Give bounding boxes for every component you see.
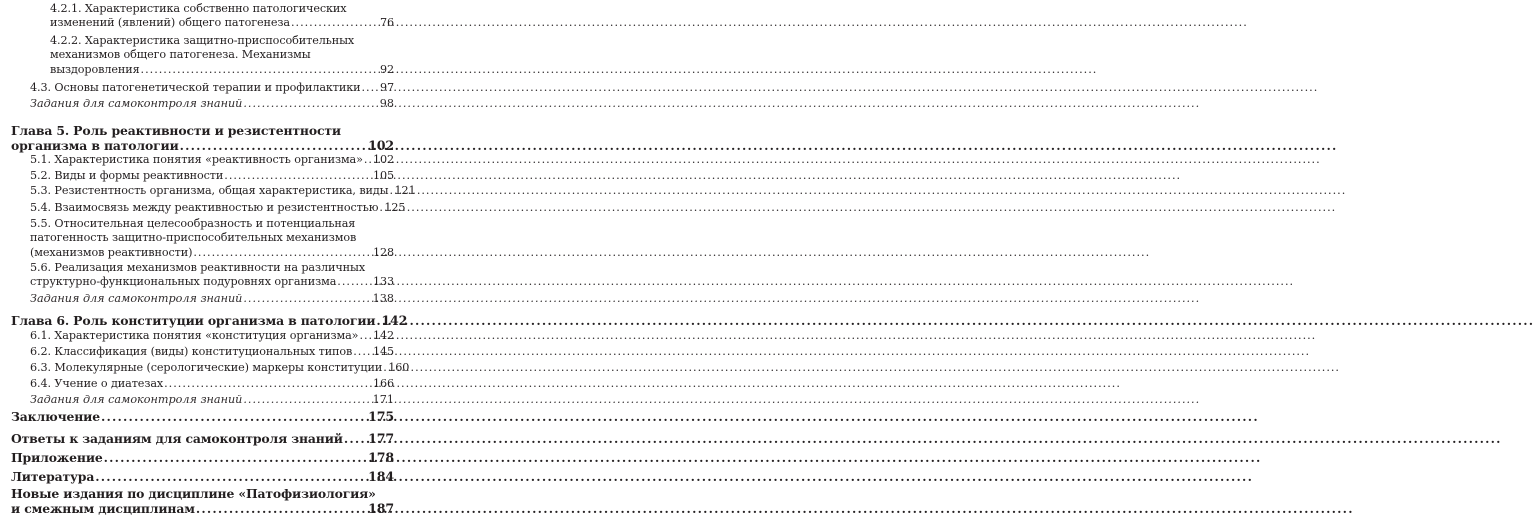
toc-entry-title-line: 5.5. Относительная целесообразность и потенциальная <box>30 217 356 230</box>
toc-entry-title <box>11 450 394 465</box>
toc-page-number: 138 <box>372 292 394 305</box>
toc-entry-title-line: структурно-функциональных подуровнях организма <box>30 275 337 289</box>
toc-entry-title <box>11 409 394 424</box>
toc-self-check-entry <box>30 292 394 306</box>
toc-entry-title-line: Задания для самоконтроля знаний <box>30 393 243 406</box>
toc-page-number: 125 <box>384 201 406 214</box>
toc-section-entry <box>30 81 394 95</box>
toc-page-number: 187 <box>368 501 394 516</box>
toc-entry-title <box>30 377 394 391</box>
toc-entry-title-line: Литература <box>11 469 95 484</box>
toc-entry-title-line: изменений (явлений) общего патогенеза <box>50 16 290 30</box>
toc-section-entry <box>30 201 406 215</box>
toc-dot-leader <box>196 501 367 516</box>
toc-entry-title-line: 4.3. Основы патогенетической терапии и профилактики <box>30 81 361 94</box>
toc-entry-title-line: 6.3. Молекулярные (серологические) маркеры конституции <box>30 361 383 374</box>
toc-page-number: 128 <box>372 245 394 259</box>
toc-dot-leader <box>180 138 368 153</box>
toc-entry-title <box>30 153 394 167</box>
toc-entry-title-line: 5.6. Реализация механизмов реактивности на различных <box>30 261 366 274</box>
toc-entry-title-line: Заключение <box>11 409 100 424</box>
toc-page-number: 97 <box>379 81 394 94</box>
toc-section-entry <box>30 345 394 359</box>
toc-entry-title <box>30 169 394 183</box>
toc-page-number: 175 <box>368 409 394 424</box>
toc-dot-leader <box>243 393 371 407</box>
toc-section-entry <box>30 153 394 167</box>
toc-entry-title-line: выздоровления <box>50 62 140 76</box>
toc-page-number: 145 <box>372 345 394 358</box>
toc-dot-leader <box>141 63 379 77</box>
toc-page-number: 76 <box>379 16 394 30</box>
toc-dot-leader <box>364 153 372 167</box>
toc-page-number: 105 <box>372 169 394 182</box>
toc-dot-leader <box>101 409 367 424</box>
toc-chapter-entry <box>11 313 408 328</box>
toc-section-entry <box>30 217 394 260</box>
toc-entry-title <box>50 34 394 77</box>
toc-entry-title <box>11 313 408 328</box>
toc-chapter-entry <box>11 469 394 484</box>
toc-dot-leader <box>344 431 367 446</box>
toc-dot-leader <box>104 450 368 465</box>
toc-dot-leader <box>291 16 379 30</box>
toc-page-number: 102 <box>372 153 394 166</box>
toc-dot-leader <box>383 361 387 375</box>
toc-entry-title-line: Ответы к заданиям для самоконтроля знаний <box>11 431 343 446</box>
table-of-contents <box>0 0 416 524</box>
toc-dot-leader <box>193 246 372 260</box>
toc-entry-title-line: 4.2.1. Характеристика собственно патологических <box>50 2 347 15</box>
toc-entry-title-line: 6.4. Учение о диатезах <box>30 377 164 390</box>
toc-entry-title-line: 6.2. Классификация (виды) конституциональных типов <box>30 345 353 358</box>
toc-section-entry <box>50 34 394 77</box>
toc-entry-title <box>30 184 416 198</box>
toc-self-check-entry <box>30 393 394 407</box>
toc-dot-leader <box>337 275 372 289</box>
toc-section-entry <box>30 184 416 198</box>
toc-page-number: 160 <box>388 361 410 374</box>
toc-page-number: 98 <box>379 97 394 110</box>
toc-chapter-entry <box>11 486 394 516</box>
toc-dot-leader <box>359 329 372 343</box>
toc-page-number: 178 <box>368 450 394 465</box>
toc-entry-title <box>30 201 406 215</box>
toc-dot-leader <box>224 169 372 183</box>
toc-entry-title <box>11 431 394 446</box>
toc-entry-title <box>11 123 394 153</box>
toc-dot-leader <box>361 81 378 95</box>
toc-page-number: 142 <box>372 329 394 342</box>
toc-entry-title-line: Задания для самоконтроля знаний <box>30 97 243 110</box>
toc-entry-title <box>50 2 394 31</box>
toc-entry-title <box>30 81 394 95</box>
toc-entry-title <box>11 486 394 516</box>
toc-page-number: 142 <box>381 313 408 328</box>
toc-entry-title <box>30 217 394 260</box>
toc-entry-title <box>30 329 394 343</box>
toc-chapter-entry <box>11 431 394 446</box>
toc-page-number: 177 <box>368 431 394 446</box>
toc-dot-leader <box>243 97 378 111</box>
toc-entry-title-line: 5.4. Взаимосвязь между реактивностью и резистентностью <box>30 201 379 214</box>
toc-dot-leader <box>379 201 383 215</box>
toc-section-entry <box>30 361 410 375</box>
toc-section-entry <box>30 261 394 290</box>
toc-entry-title <box>30 393 394 407</box>
toc-entry-title-line: Новые издания по дисциплине «Патофизиология» <box>11 486 376 501</box>
toc-entry-title-line: Приложение <box>11 450 103 465</box>
toc-page-number: 92 <box>379 62 394 76</box>
toc-entry-title <box>30 261 394 290</box>
toc-chapter-entry <box>11 123 394 153</box>
toc-entry-title-line: 6.1. Характеристика понятия «конституция организма» <box>30 329 359 342</box>
toc-entry-title <box>30 361 410 375</box>
toc-section-entry <box>30 169 394 183</box>
toc-self-check-entry <box>30 97 394 111</box>
toc-page-number: 102 <box>368 138 394 153</box>
toc-chapter-entry <box>11 450 394 465</box>
toc-entry-title <box>30 97 394 111</box>
toc-dot-leader <box>353 345 372 359</box>
toc-dot-leader <box>243 292 371 306</box>
toc-entry-title-line: механизмов общего патогенеза. Механизмы <box>50 48 311 62</box>
toc-dot-leader <box>164 377 372 391</box>
toc-page-number: 166 <box>372 377 394 390</box>
toc-dot-leader <box>376 313 380 328</box>
toc-section-entry <box>50 2 394 31</box>
toc-section-entry <box>30 377 394 391</box>
toc-entry-title-line: Задания для самоконтроля знаний <box>30 292 243 305</box>
toc-entry-title-line: и смежным дисциплинам <box>11 501 195 516</box>
toc-dot-leader <box>95 469 367 484</box>
toc-entry-title-line: (механизмов реактивности) <box>30 245 193 259</box>
toc-entry-title-line: организма в патологии <box>11 138 179 153</box>
toc-page-number: 121 <box>394 184 416 197</box>
toc-entry-title <box>30 292 394 306</box>
toc-entry-title-line: 4.2.2. Характеристика защитно-приспособительных <box>50 34 355 47</box>
toc-entry-title-line: 5.1. Характеристика понятия «реактивность организма» <box>30 153 363 166</box>
toc-entry-title <box>11 469 394 484</box>
toc-entry-title <box>30 345 394 359</box>
toc-chapter-entry <box>11 409 394 424</box>
toc-entry-title-line: 5.2. Виды и формы реактивности <box>30 169 224 182</box>
toc-dot-leader <box>389 184 393 198</box>
toc-entry-title-line: 5.3. Резистентность организма, общая характеристика, виды <box>30 184 389 197</box>
toc-section-entry <box>30 329 394 343</box>
toc-entry-title-line: Глава 6. Роль конституции организма в патологии <box>11 313 376 328</box>
toc-entry-title-line: патогенность защитно-приспособительных механизмов <box>30 231 357 245</box>
toc-entry-title-line: Глава 5. Роль реактивности и резистентности <box>11 123 341 138</box>
toc-page-number: 133 <box>372 275 394 289</box>
toc-page-number: 184 <box>368 469 394 484</box>
toc-page-number: 171 <box>372 393 394 406</box>
